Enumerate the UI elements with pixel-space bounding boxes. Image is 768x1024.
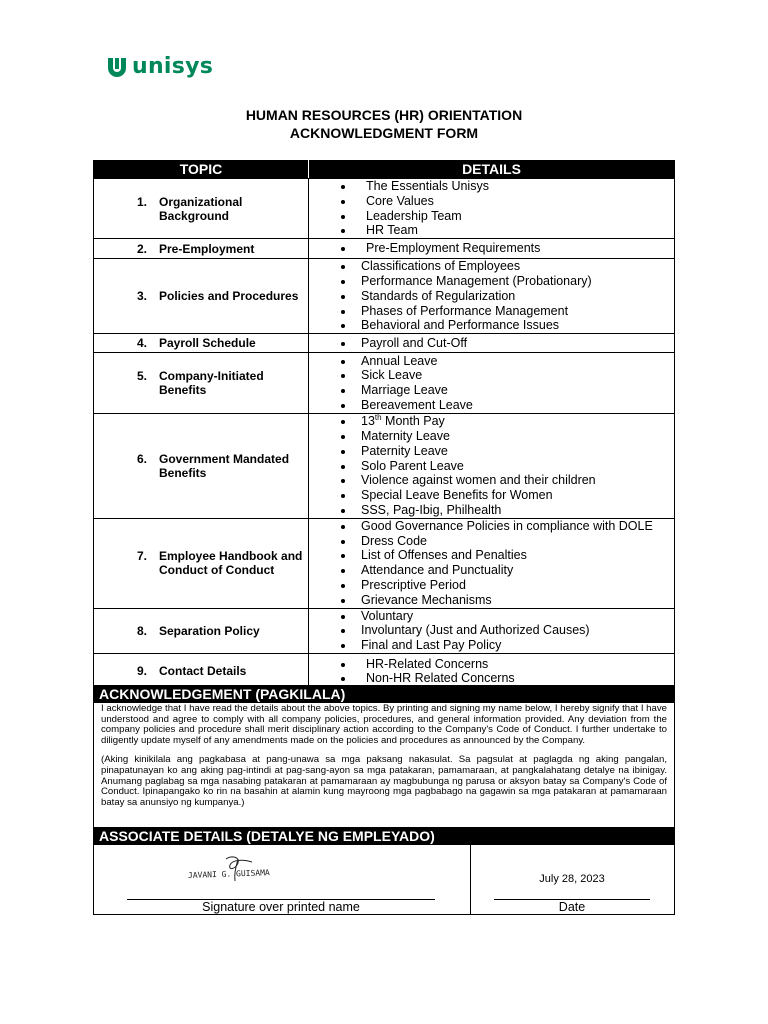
details-cell — [309, 353, 675, 414]
list-item: Phases of Performance Management — [309, 304, 674, 319]
topic-cell — [94, 608, 309, 653]
list-item: HR Team — [309, 223, 674, 238]
form-title-line2: ACKNOWLEDGMENT FORM — [289, 125, 479, 141]
list-item: Leadership Team — [309, 209, 674, 224]
details-header: DETAILS — [309, 161, 675, 179]
list-item: Paternity Leave — [309, 444, 674, 459]
list-item: Voluntary — [309, 609, 674, 624]
topic-number: 2. — [136, 241, 147, 256]
list-item: Core Values — [309, 194, 674, 209]
list-item: Behavioral and Performance Issues — [309, 318, 674, 333]
list-item: Performance Management (Probationary) — [309, 274, 674, 289]
details-list — [309, 336, 674, 351]
list-item: Involuntary (Just and Authorized Causes) — [309, 623, 674, 638]
details-list — [309, 259, 674, 333]
logo-wordmark: unisys — [132, 54, 214, 79]
table-row — [94, 334, 675, 353]
associate-heading: ASSOCIATE DETAILS (DETALYE NG EMPLEYADO) — [93, 827, 675, 845]
acknowledgement-body — [93, 703, 675, 827]
topic-cell — [94, 353, 309, 414]
date-value: July 28, 2023 — [539, 873, 605, 885]
topic-number: 7. — [136, 549, 147, 564]
details-list — [309, 609, 674, 653]
table-row — [94, 239, 675, 259]
unisys-logo-icon — [106, 56, 128, 78]
topic-label: Contact Details — [159, 664, 247, 679]
list-item: The Essentials Unisys — [309, 179, 674, 194]
topic-label: Pre-Employment — [159, 241, 255, 256]
list-item: List of Offenses and Penalties — [309, 548, 674, 563]
topics-table — [93, 160, 675, 690]
table-row — [94, 353, 675, 414]
details-list — [309, 657, 674, 687]
list-item: 13th Month Pay — [309, 414, 674, 429]
list-item: Good Governance Policies in compliance with DOLE — [309, 519, 674, 534]
list-item: Grievance Mechanisms — [309, 593, 674, 608]
topic-number: 1. — [136, 194, 147, 209]
handwritten-signature — [186, 853, 294, 889]
list-item: Annual Leave — [309, 354, 674, 369]
topic-cell — [94, 259, 309, 334]
list-item: HR-Related Concerns — [309, 657, 674, 672]
list-item: Final and Last Pay Policy — [309, 638, 674, 653]
details-cell — [309, 179, 675, 239]
details-list — [309, 354, 674, 413]
svg-text:JAVANI G. GUISAMA: JAVANI G. GUISAMA — [187, 868, 270, 880]
topic-number: 5. — [136, 369, 147, 384]
topic-label: Separation Policy — [159, 623, 260, 638]
date-caption: Date — [558, 900, 586, 914]
topic-label: Government Mandated Benefits — [159, 451, 290, 480]
topic-cell — [94, 179, 309, 239]
acknowledgement-english: I acknowledge that I have read the details about the above topics. By printing and signing my name below, I hereby signify that I have understood and agree to comply with all company policies, procedures, and general information provided. Any deviation from the company policies and procedure shall merit disciplinary action according to the Company's Code of Conduct. I further undertake to diligently update myself of any amendments made on the policies and procedures as announced by the Company. — [101, 703, 667, 746]
list-item: Non-HR Related Concerns — [309, 671, 674, 686]
unisys-logo — [106, 55, 213, 79]
associate-details-box — [93, 845, 675, 915]
topic-number: 3. — [136, 289, 147, 304]
list-item: Payroll and Cut-Off — [309, 336, 674, 351]
list-item: Sick Leave — [309, 368, 674, 383]
topic-number: 8. — [136, 623, 147, 638]
table-row — [94, 259, 675, 334]
table-row — [94, 179, 675, 239]
list-item: Standards of Regularization — [309, 289, 674, 304]
list-item: Bereavement Leave — [309, 398, 674, 413]
list-item: Maternity Leave — [309, 429, 674, 444]
list-item: Pre-Employment Requirements — [309, 241, 674, 256]
details-list — [309, 519, 674, 608]
topic-label: Policies and Procedures — [159, 289, 299, 304]
details-list — [309, 179, 674, 238]
list-item: Violence against women and their children — [309, 473, 674, 488]
details-list — [309, 241, 674, 256]
table-row — [94, 518, 675, 608]
details-cell — [309, 414, 675, 519]
signature-caption: Signature over printed name — [202, 900, 360, 914]
list-item: Marriage Leave — [309, 383, 674, 398]
topic-cell — [94, 239, 309, 259]
topic-label: Company-Initiated Benefits — [159, 369, 264, 398]
list-item: Special Leave Benefits for Women — [309, 488, 674, 503]
list-item: Dress Code — [309, 534, 674, 549]
topic-cell — [94, 334, 309, 353]
topic-number: 9. — [136, 664, 147, 679]
column-divider — [470, 845, 471, 914]
table-row — [94, 608, 675, 653]
details-cell — [309, 259, 675, 334]
form-title-line1: HUMAN RESOURCES (HR) ORIENTATION — [245, 107, 523, 123]
acknowledgement-heading: ACKNOWLEDGEMENT (PAGKILALA) — [93, 685, 675, 703]
list-item: SSS, Pag-Ibig, Philhealth — [309, 503, 674, 518]
details-cell — [309, 518, 675, 608]
topic-header: TOPIC — [94, 161, 309, 179]
topic-cell — [94, 414, 309, 519]
details-cell — [309, 608, 675, 653]
topic-cell — [94, 518, 309, 608]
details-list — [309, 414, 674, 518]
topic-number: 4. — [136, 336, 147, 351]
topic-label: Organizational Background — [159, 194, 243, 223]
topic-label: Employee Handbook and Conduct of Conduct — [159, 549, 303, 578]
list-item: Prescriptive Period — [309, 578, 674, 593]
table-row — [94, 414, 675, 519]
list-item: Classifications of Employees — [309, 259, 674, 274]
list-item: Attendance and Punctuality — [309, 563, 674, 578]
topic-number: 6. — [136, 451, 147, 466]
details-cell — [309, 334, 675, 353]
details-cell — [309, 239, 675, 259]
list-item: Solo Parent Leave — [309, 459, 674, 474]
acknowledgement-filipino: (Aking kinikilala ang pagkabasa at pang-unawa sa mga paksang nakasulat. Sa pagsulat at paglagda ng aking pangalan, pinapatunayan ko ang aking pag-intindi at pag-sang-ayon sa mga patakaran, pamamaraan, at pangkalahatang detalye na ibinigay. Anumang paglabag sa mga nasabing patakaran at pamamaraan ay magbubunga ng parusa or aksyon batay sa Company's Code of Conduct. Ipinapangako ko rin na basahin at alamin kung mayroong mga pagbabago na gagawin sa mga patakaran at pamamaraan batay sa anunsiyo ng kumpanya.) — [101, 754, 667, 808]
topic-label: Payroll Schedule — [159, 336, 256, 351]
